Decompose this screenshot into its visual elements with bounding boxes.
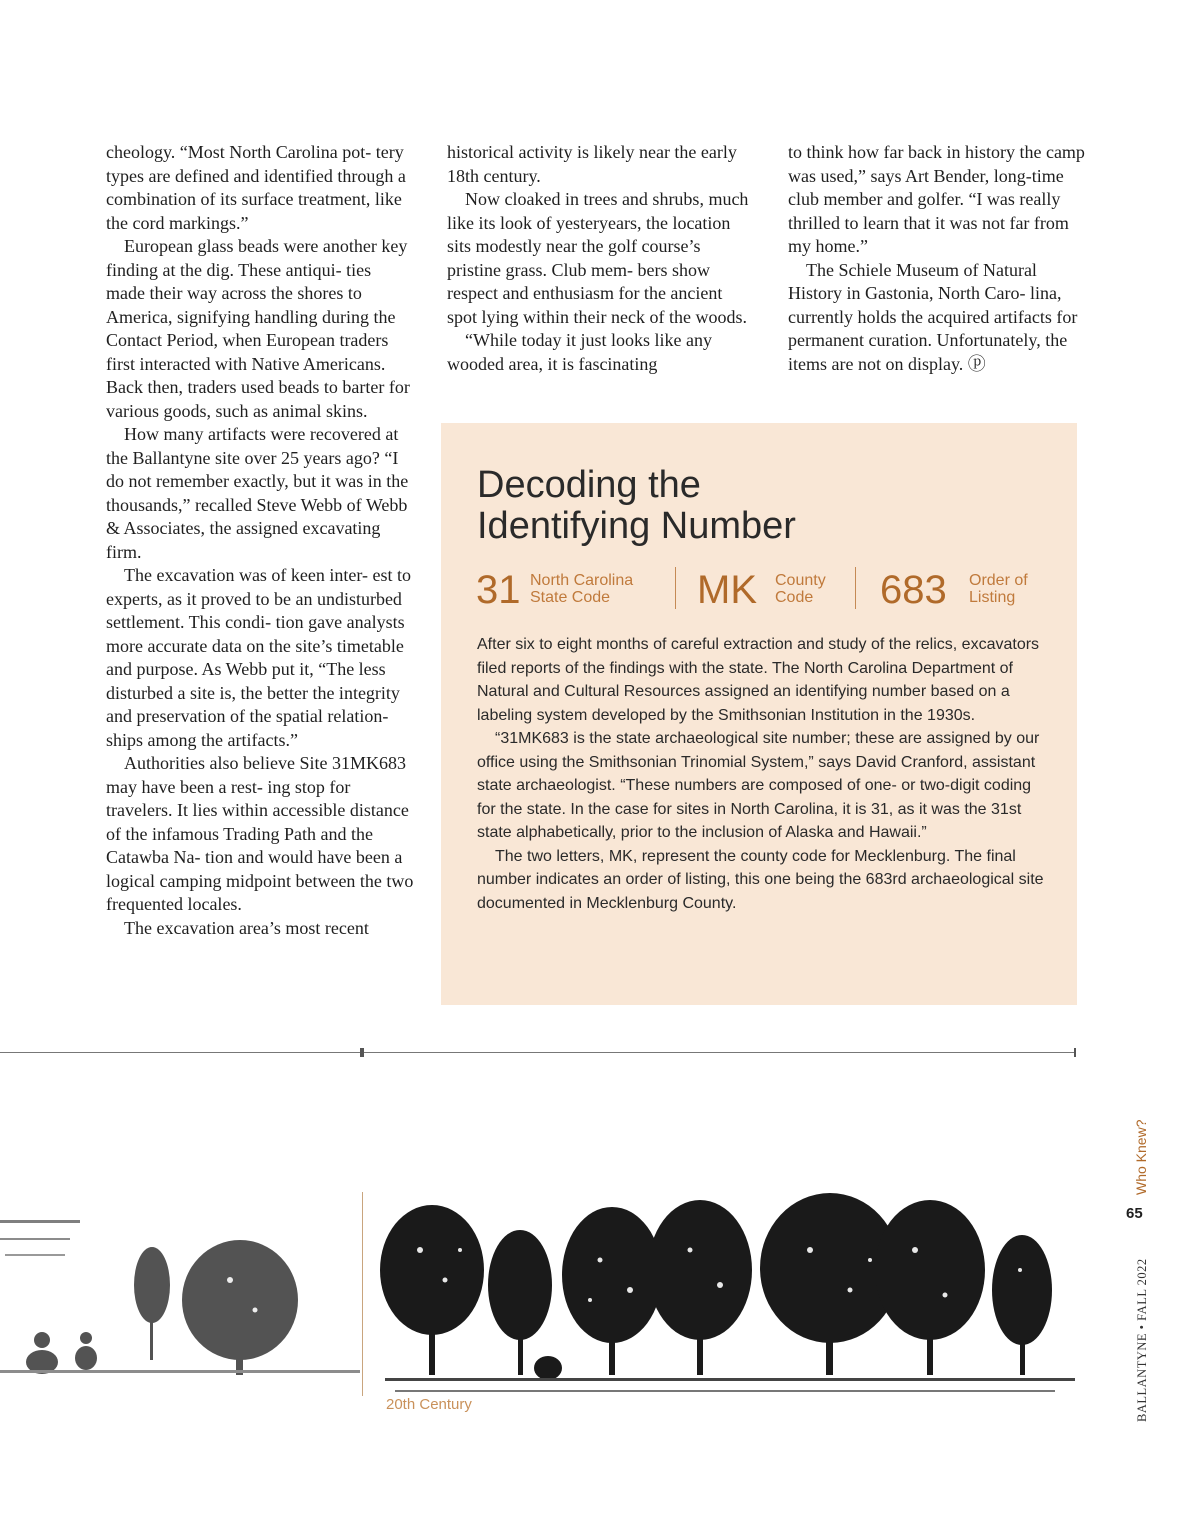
tree-icon xyxy=(380,1205,484,1335)
state-code-label xyxy=(530,572,633,606)
state-code-label-line-1: North Carolina xyxy=(530,572,634,589)
sidebar-paragraph: The two letters, MK, represent the county code for Mecklenburg. The final number indicates an order of listing, this one being the 683rd archaeological site documented in Mecklenburg County. xyxy=(477,847,1044,912)
state-code xyxy=(476,567,676,613)
state-code-value: 31 xyxy=(476,568,521,612)
county-code-label-line-2: Code xyxy=(775,589,814,606)
article-paragraph: European glass beads were another key finding at the dig. These antiqui- ties made their way across the shores to America, signifying handling during the Contact Period, when European traders first interacted with Native Americans. Back then, traders used beads to barter for various goods, such as animal skins. xyxy=(106,236,410,421)
section-label: Who Knew? xyxy=(1133,1119,1149,1195)
article-paragraph: The excavation area’s most recent xyxy=(124,917,369,938)
person-icon xyxy=(80,1332,92,1344)
article-column-1 xyxy=(106,141,414,940)
sidebar-title-line-2: Identifying Number xyxy=(477,505,796,547)
county-code-label-line-1: County xyxy=(775,572,826,589)
person-icon xyxy=(34,1332,50,1348)
article-paragraph: to think how far back in history the camp was used,” says Art Bender, long-time club member and golfer. “I was really thrilled to learn that it was not far from my home.” xyxy=(788,142,1085,256)
timeline-line xyxy=(0,1052,362,1053)
tree-icon xyxy=(182,1240,298,1360)
tree-icon xyxy=(992,1235,1052,1345)
article-paragraph: “While today it just looks like any wooded area, it is fascinating xyxy=(447,330,712,374)
timeline-end-marker xyxy=(1074,1048,1076,1057)
identifier-code-row xyxy=(476,567,1076,615)
article-paragraph: How many artifacts were recovered at the Ballantyne site over 25 years ago? “I do not remember exactly, but it was in the thousands,” recalled Steve Webb of Webb & Associates, the assigned excavating firm. xyxy=(106,424,409,562)
era-label: 20th Century xyxy=(386,1396,472,1413)
listing-order-label xyxy=(969,572,1028,606)
article-paragraph: historical activity is likely near the early 18th century. xyxy=(447,142,737,186)
article-column-2 xyxy=(447,141,752,376)
county-code-label xyxy=(775,572,826,606)
tree-illustration xyxy=(0,1190,1090,1410)
sidebar-body xyxy=(477,633,1052,915)
page-number: 65 xyxy=(1126,1205,1143,1222)
article-paragraph: Now cloaked in trees and shrubs, much like its look of yesteryears, the location sits modestly near the golf course’s pristine grass. Club mem- bers show respect and enthusiasm for the ancient spot lying within their neck of the woods. xyxy=(447,189,749,327)
tree-icon xyxy=(488,1230,552,1340)
sidebar-title xyxy=(477,465,1037,547)
state-code-label-line-2: State Code xyxy=(530,589,611,606)
sidebar-paragraph: After six to eight months of careful extraction and study of the relics, excavators filed reports of the findings with the state. The North Carolina Department of Natural and Cultural Resources assigned an identifying number based on a labeling system developed by the Smithsonian Institution in the 1930s. xyxy=(477,636,1040,724)
masthead: BALLANTYNE • FALL 2022 xyxy=(1135,1258,1149,1422)
era-divider xyxy=(362,1192,363,1396)
listing-order xyxy=(880,567,1060,613)
sidebar-paragraph: “31MK683 is the state archaeological site number; these are assigned by our office using the Smithsonian Trinomial System,” says David Cranford, assistant state archaeologist. “These numbers are composed of one- or two-digit coding for the state. In the case for sites in North Carolina, it is 31, as it was the 31st state alphabetically, prior to the inclusion of Alaska and Hawaii.” xyxy=(477,730,1040,841)
article-paragraph: cheology. “Most North Carolina pot- tery types are defined and identified through a combination of its surface treatment, like the cord markings.” xyxy=(106,142,406,233)
tree-icon xyxy=(648,1200,752,1340)
sidebar-title-line-1: Decoding the xyxy=(477,464,701,506)
code-divider xyxy=(675,567,676,609)
tree-icon xyxy=(134,1247,170,1323)
listing-order-value: 683 xyxy=(880,568,947,612)
sidebar-box xyxy=(441,423,1077,1005)
shrub-icon xyxy=(534,1356,562,1380)
tree-icon xyxy=(875,1200,985,1340)
county-code xyxy=(697,567,857,613)
timeline-line xyxy=(364,1052,1075,1053)
listing-order-label-line-2: Listing xyxy=(969,589,1016,606)
tree-icon xyxy=(562,1207,662,1343)
article-column-3 xyxy=(788,141,1088,376)
code-divider xyxy=(855,567,856,609)
article-paragraph: The Schiele Museum of Natural History in Gastonia, North Caro- lina, currently holds the acquired artifacts for permanent curation. Unfortunately, the items are not on display. ⓟ xyxy=(788,259,1078,374)
county-code-value: MK xyxy=(697,568,757,612)
listing-order-label-line-1: Order of xyxy=(969,572,1028,589)
historic-scene xyxy=(0,1220,360,1375)
article-paragraph: Authorities also believe Site 31MK683 may have been a rest- ing stop for travelers. It lies within accessible distance of the infamous Trading Path and the Catawba Na- tion and would have been a logical camping midpoint between the two frequented locales. xyxy=(106,753,414,914)
article-paragraph: The excavation was of keen inter- est to experts, as it proved to be an undisturbed settlement. This condi- tion gave analysts more accurate data on the site’s timetable and purpose. As Webb put it, “The less disturbed a site is, the better the integrity and preservation of the spatial relation- ships among the artifacts.” xyxy=(106,565,412,750)
